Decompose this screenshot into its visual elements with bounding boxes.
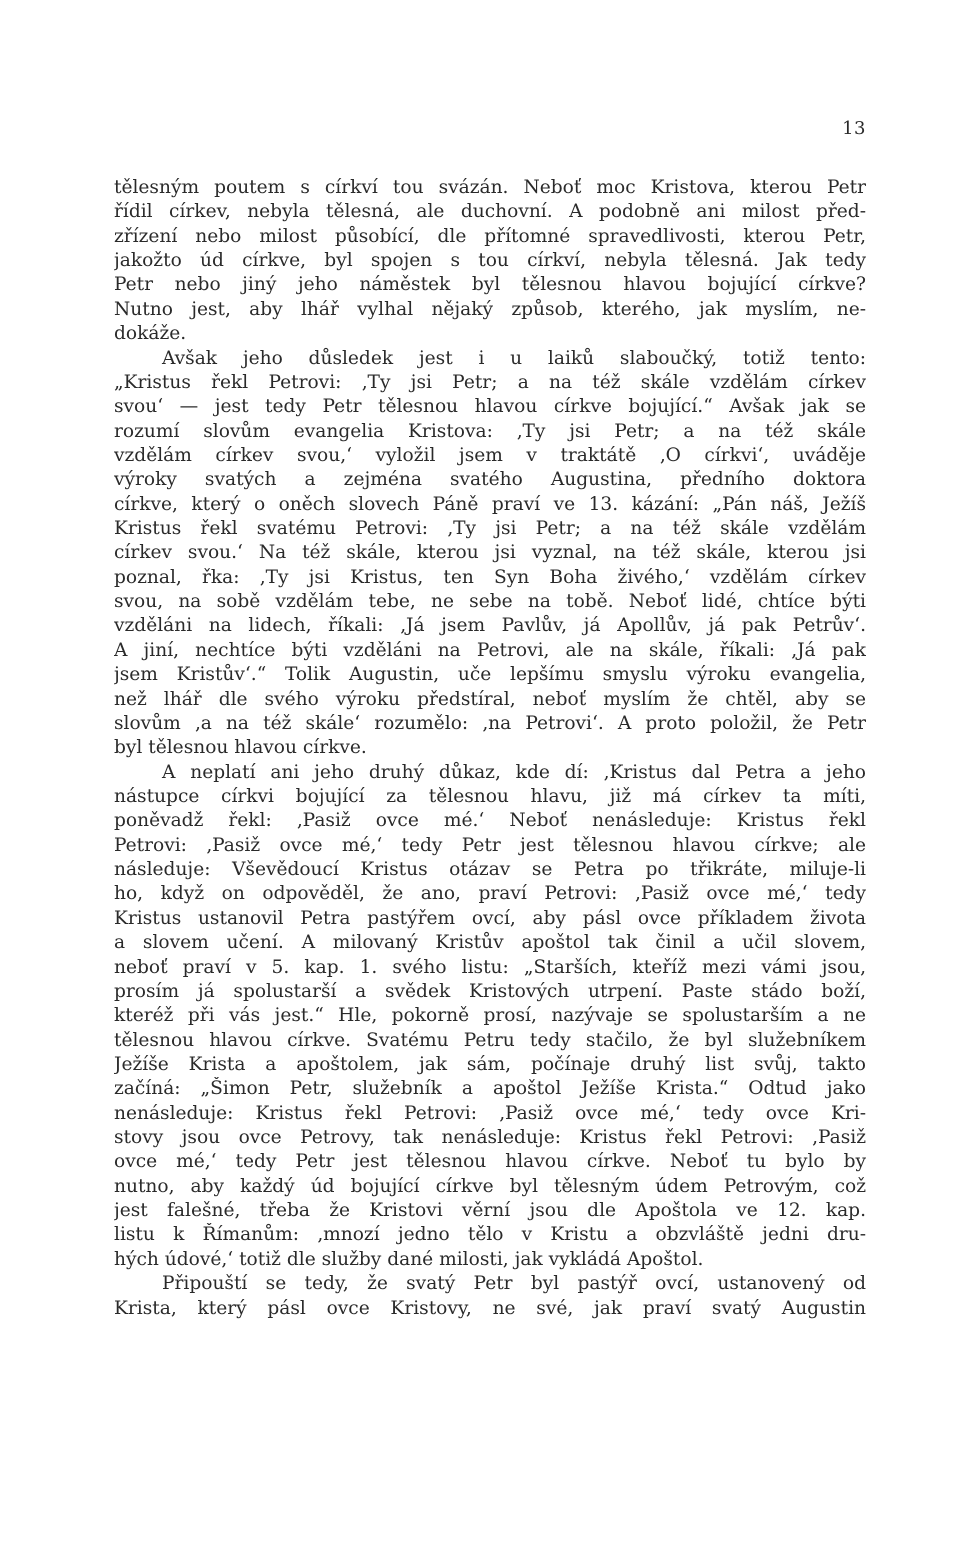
text-line: církve, který o oněch slovech Páně praví ve 13. kázání: „Pán náš, Ježíš: [114, 493, 866, 515]
text-line: Krista, který pásl ovce Kristovy, ne své, jak praví svatý Augustin: [114, 1297, 866, 1319]
text-line: tělesnou hlavou církve. Svatému Petru tedy stačilo, že byl služebníkem: [114, 1029, 866, 1051]
text-line: svou, na sobě vzdělám tebe, ne sebe na tobě. Neboť lidé, chtíce býti: [114, 591, 866, 613]
text-line: A neplatí ani jeho druhý důkaz, kde dí: ‚Kristus dal Petra a jeho: [162, 761, 866, 783]
text-line: kteréž při vás jest.“ Hle, pokorně prosí, nazývaje se spolustarším a ne: [114, 1005, 866, 1027]
text-line: zřízení nebo milost působící, dle přítomné spravedlivosti, kterou Petr,: [114, 225, 866, 247]
text-line: jest falešné, třeba že Kristovi věrní jsou dle Apoštola ve 12. kap.: [114, 1200, 866, 1222]
text-line: jsem Kristův‘.“ Tolik Augustin, uče lepšímu smyslu výroku evangelia,: [114, 664, 866, 686]
text-line: neboť praví v 5. kap. 1. svého listu: „Starších, kteříž mezi vámi jsou,: [114, 956, 866, 978]
text-line: prosím já spolustarší a svědek Kristových utrpení. Paste stádo boží,: [114, 980, 866, 1002]
text-line: nástupce církvi bojující za tělesnou hlavu, již má církev ta míti,: [114, 785, 866, 807]
text-line: „Kristus řekl Petrovi: ‚Ty jsi Petr; a na též skále vzdělám církev: [114, 371, 866, 393]
text-line: A jiní, nechtíce býti vzděláni na Petrovi, ale na skále, říkali: ‚Já pak: [114, 639, 866, 661]
text-line: jakožto úd církve, byl spojen s tou církví, nebyla tělesná. Jak tedy: [114, 250, 866, 272]
text-line: vzděláni na lidech, říkali: ‚Já jsem Pavlův, já Apollův, já pak Petrův‘.: [114, 615, 866, 637]
text-line: stovy jsou ovce Petrovy, tak nenásleduje: Kristus řekl Petrovi: ‚Pasiž: [114, 1127, 866, 1149]
text-line: Petr nebo jiný jeho náměstek byl tělesnou hlavou bojující církve?: [114, 274, 866, 296]
text-line: poněvadž řekl: ‚Pasiž ovce mé.‘ Neboť nenásleduje: Kristus řekl: [114, 810, 866, 832]
text-line: hých údové,‘ totiž dle služby dané milosti, jak vykládá Apoštol.: [114, 1248, 704, 1270]
text-line: Ježíše Krista a apoštolem, jak sám, počínaje druhý list svůj, takto: [114, 1053, 866, 1075]
text-line: ho, když on odpověděl, že ano, praví Petrovi: ‚Pasiž ovce mé,‘ tedy: [114, 883, 866, 905]
text-line: začíná: „Šimon Petr, služebník a apoštol Ježíše Krista.“ Odtud jako: [114, 1078, 866, 1100]
text-line: a slovem učení. A milovaný Kristův apoštol tak činil a učil slovem,: [114, 932, 866, 954]
text-line: Připouští se tedy, že svatý Petr byl pastýř ovcí, ustanovený od: [162, 1273, 866, 1295]
text-line: dokáže.: [114, 323, 187, 345]
text-line: svou‘ — jest tedy Petr tělesnou hlavou církve bojující.“ Avšak jak se: [114, 396, 866, 418]
text-line: tělesným poutem s církví tou svázán. Neboť moc Kristova, kterou Petr: [114, 177, 866, 198]
text-line: listu k Římanům: ‚mnozí jedno tělo v Kristu a obzvláště jedni dru-: [114, 1224, 866, 1246]
text-line: následuje: Vševědoucí Kristus otázav se Petra po třikráte, miluje-li: [114, 859, 866, 881]
text-line: byl tělesnou hlavou církve.: [114, 737, 367, 759]
text-line: Kristus řekl svatému Petrovi: ‚Ty jsi Petr; a na též skále vzdělám: [114, 518, 866, 540]
text-line: nenásleduje: Kristus řekl Petrovi: ‚Pasiž ovce mé,‘ tedy ovce Kri-: [114, 1102, 866, 1124]
text-line: Nutno jest, aby lhář vylhal nějaký způsob, kterého, jak myslím, ne-: [114, 298, 866, 320]
text-line: ovce mé,‘ tedy Petr jest tělesnou hlavou církve. Neboť tu bylo by: [114, 1151, 866, 1173]
text-line: poznal, řka: ‚Ty jsi Kristus, ten Syn Boha živého,‘ vzdělám církev: [114, 566, 866, 588]
text-line: Kristus ustanovil Petra pastýřem ovcí, aby pásl ovce příkladem života: [114, 907, 866, 929]
text-line: církev svou.‘ Na též skále, kterou jsi vyznal, na též skále, kterou jsi: [114, 542, 866, 564]
text-line: vzdělám církev svou,‘ vyložil jsem v traktátě ‚O církvi‘, uváděje: [114, 444, 866, 466]
text-line: rozumí slovům evangelia Kristova: ‚Ty jsi Petr; a na též skále: [114, 420, 866, 442]
text-line: než lhář dle svého výroku předstíral, neboť myslím že chtěl, aby se: [114, 688, 866, 710]
text-line: Petrovi: ‚Pasiž ovce mé,‘ tedy Petr jest tělesnou hlavou církve; ale: [114, 834, 866, 856]
text-line: Avšak jeho důsledek jest i u laiků slaboučký, totiž tento:: [162, 347, 866, 369]
text-line: slovům ‚a na též skále‘ rozumělo: ‚na Petrovi‘. A proto položil, že Petr: [114, 712, 866, 734]
text-line: řídil církev, nebyla tělesná, ale duchovní. A podobně ani milost před-: [114, 201, 866, 223]
page-number: 13: [842, 118, 866, 139]
body-text: [114, 176, 866, 1321]
text-line: výroky svatých a zejména svatého Augustina, předního doktora: [114, 469, 866, 491]
text-line: nutno, aby každý úd bojující církve byl tělesným údem Petrovým, což: [114, 1175, 866, 1197]
